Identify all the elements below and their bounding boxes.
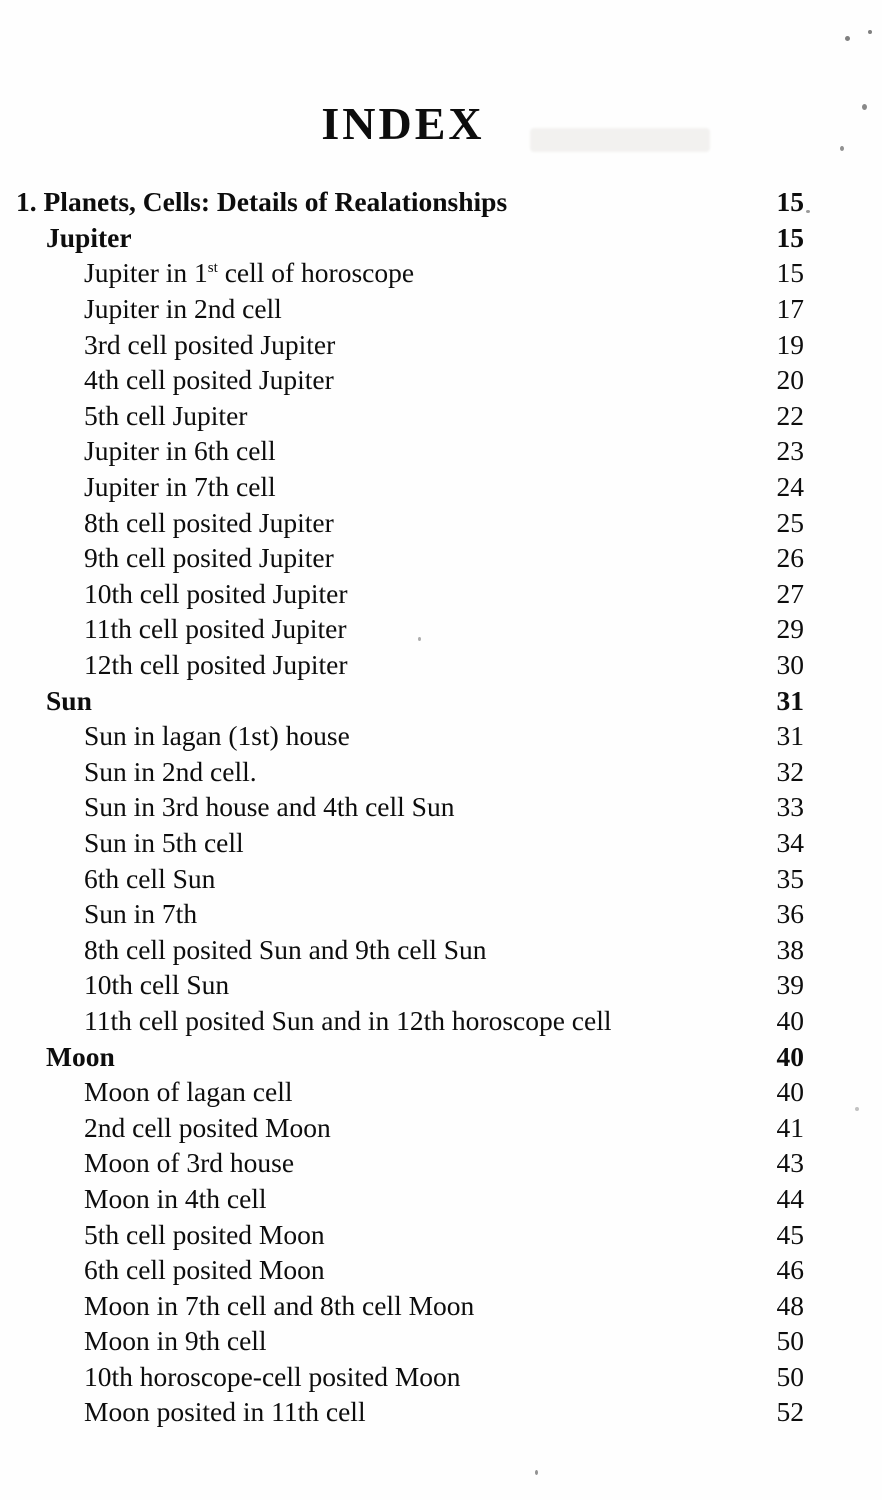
index-row bbox=[0, 718, 882, 754]
entry-title: Jupiter bbox=[46, 221, 132, 253]
index-row bbox=[0, 1359, 882, 1395]
index-row bbox=[0, 184, 882, 220]
entry-title: Sun bbox=[46, 684, 92, 716]
page-title: INDEX bbox=[321, 98, 485, 149]
index-row bbox=[0, 1288, 882, 1324]
entry-title: Sun in 3rd house and 4th cell Sun bbox=[84, 791, 455, 823]
index-row bbox=[0, 1110, 882, 1146]
entry-title: Sun in 7th bbox=[84, 898, 198, 930]
entry-page-number: 29 bbox=[776, 613, 804, 645]
index-row bbox=[0, 967, 882, 1003]
index-row bbox=[0, 861, 882, 897]
entry-page-number: 26 bbox=[776, 542, 804, 574]
index-row bbox=[0, 1003, 882, 1039]
entry-title: 11th cell posited Sun and in 12th horoscope cell bbox=[84, 1004, 612, 1036]
entry-page-number: 15 bbox=[776, 221, 804, 253]
entry-title: Jupiter in 7th cell bbox=[84, 471, 276, 503]
index-row bbox=[0, 611, 882, 647]
index-row bbox=[0, 825, 882, 861]
index-list bbox=[0, 184, 882, 1430]
entry-page-number: 35 bbox=[776, 862, 804, 894]
scan-speckle bbox=[868, 30, 872, 34]
index-row bbox=[0, 1394, 882, 1430]
entry-page-number: 22 bbox=[776, 399, 804, 431]
entry-title: Moon of lagan cell bbox=[84, 1076, 293, 1108]
entry-page-number: 31 bbox=[776, 720, 804, 752]
entry-page-number: 15 bbox=[776, 257, 804, 289]
entry-page-number: 20 bbox=[776, 364, 804, 396]
entry-title: 10th horoscope-cell posited Moon bbox=[84, 1360, 461, 1392]
scan-speckle bbox=[855, 1107, 859, 1111]
scan-speckle bbox=[862, 104, 867, 110]
entry-title: Moon in 4th cell bbox=[84, 1182, 267, 1214]
entry-title: 5th cell Jupiter bbox=[84, 399, 248, 431]
entry-page-number: 44 bbox=[776, 1182, 804, 1214]
entry-title: 2nd cell posited Moon bbox=[84, 1111, 331, 1143]
index-row bbox=[0, 1217, 882, 1253]
entry-page-number: 40 bbox=[776, 1040, 804, 1072]
entry-title: Moon in 9th cell bbox=[84, 1325, 267, 1357]
scan-speckle bbox=[806, 210, 810, 213]
entry-page-number: 31 bbox=[776, 684, 804, 716]
entry-page-number: 36 bbox=[776, 898, 804, 930]
entry-page-number: 50 bbox=[776, 1325, 804, 1357]
index-row bbox=[0, 433, 882, 469]
entry-title: 10th cell Sun bbox=[84, 969, 230, 1001]
index-row bbox=[0, 647, 882, 683]
entry-page-number: 25 bbox=[776, 506, 804, 538]
entry-page-number: 27 bbox=[776, 577, 804, 609]
entry-title: Moon of 3rd house bbox=[84, 1147, 295, 1179]
entry-title: Jupiter in 1st cell of horoscope bbox=[84, 257, 415, 289]
entry-page-number: 19 bbox=[776, 328, 804, 360]
index-row bbox=[0, 789, 882, 825]
entry-page-number: 46 bbox=[776, 1254, 804, 1286]
scan-speckle bbox=[535, 1470, 538, 1475]
index-row bbox=[0, 362, 882, 398]
entry-page-number: 30 bbox=[776, 649, 804, 681]
superscript-ordinal: st bbox=[207, 260, 218, 277]
index-row bbox=[0, 896, 882, 932]
entry-title: 11th cell posited Jupiter bbox=[84, 613, 347, 645]
index-row bbox=[0, 1074, 882, 1110]
index-row bbox=[0, 505, 882, 541]
entry-title: 12th cell posited Jupiter bbox=[84, 649, 348, 681]
index-row bbox=[0, 220, 882, 256]
index-row bbox=[0, 754, 882, 790]
entry-title: Jupiter in 6th cell bbox=[84, 435, 276, 467]
scan-speckle bbox=[845, 36, 850, 41]
entry-title: 8th cell posited Sun and 9th cell Sun bbox=[84, 933, 487, 965]
entry-page-number: 50 bbox=[776, 1360, 804, 1392]
index-row bbox=[0, 291, 882, 327]
entry-page-number: 40 bbox=[776, 1076, 804, 1108]
index-row bbox=[0, 1252, 882, 1288]
entry-title: 6th cell Sun bbox=[84, 862, 216, 894]
index-row bbox=[0, 540, 882, 576]
entry-title: Moon in 7th cell and 8th cell Moon bbox=[84, 1289, 475, 1321]
entry-page-number: 43 bbox=[776, 1147, 804, 1179]
entry-page-number: 23 bbox=[776, 435, 804, 467]
index-row bbox=[0, 576, 882, 612]
entry-page-number: 40 bbox=[776, 1004, 804, 1036]
entry-title: 1. Planets, Cells: Details of Realationships bbox=[16, 186, 508, 218]
entry-title: 4th cell posited Jupiter bbox=[84, 364, 334, 396]
entry-page-number: 24 bbox=[776, 471, 804, 503]
index-row bbox=[0, 255, 882, 291]
entry-page-number: 39 bbox=[776, 969, 804, 1001]
entry-title: Sun in 2nd cell. bbox=[84, 755, 257, 787]
entry-title: 6th cell posited Moon bbox=[84, 1254, 325, 1286]
entry-title: 9th cell posited Jupiter bbox=[84, 542, 334, 574]
index-row bbox=[0, 1145, 882, 1181]
entry-title: 5th cell posited Moon bbox=[84, 1218, 325, 1250]
entry-page-number: 52 bbox=[776, 1396, 804, 1428]
index-row bbox=[0, 1181, 882, 1217]
entry-page-number: 41 bbox=[776, 1111, 804, 1143]
entry-title: Sun in lagan (1st) house bbox=[84, 720, 350, 752]
scan-speckle bbox=[418, 637, 421, 641]
index-row bbox=[0, 1039, 882, 1075]
entry-page-number: 33 bbox=[776, 791, 804, 823]
entry-page-number: 17 bbox=[776, 293, 804, 325]
index-row bbox=[0, 932, 882, 968]
entry-title: 8th cell posited Jupiter bbox=[84, 506, 334, 538]
index-row bbox=[0, 683, 882, 719]
entry-title: Moon bbox=[46, 1040, 115, 1072]
entry-page-number: 48 bbox=[776, 1289, 804, 1321]
entry-title: Sun in 5th cell bbox=[84, 826, 244, 858]
entry-page-number: 38 bbox=[776, 933, 804, 965]
index-row bbox=[0, 469, 882, 505]
index-row bbox=[0, 398, 882, 434]
entry-title: Jupiter in 2nd cell bbox=[84, 293, 282, 325]
index-row bbox=[0, 1323, 882, 1359]
entry-page-number: 15 bbox=[776, 186, 804, 218]
entry-title: 3rd cell posited Jupiter bbox=[84, 328, 336, 360]
entry-page-number: 45 bbox=[776, 1218, 804, 1250]
entry-page-number: 34 bbox=[776, 826, 804, 858]
entry-title: Moon posited in 11th cell bbox=[84, 1396, 366, 1428]
entry-page-number: 32 bbox=[776, 755, 804, 787]
entry-title: 10th cell posited Jupiter bbox=[84, 577, 348, 609]
index-row bbox=[0, 327, 882, 363]
